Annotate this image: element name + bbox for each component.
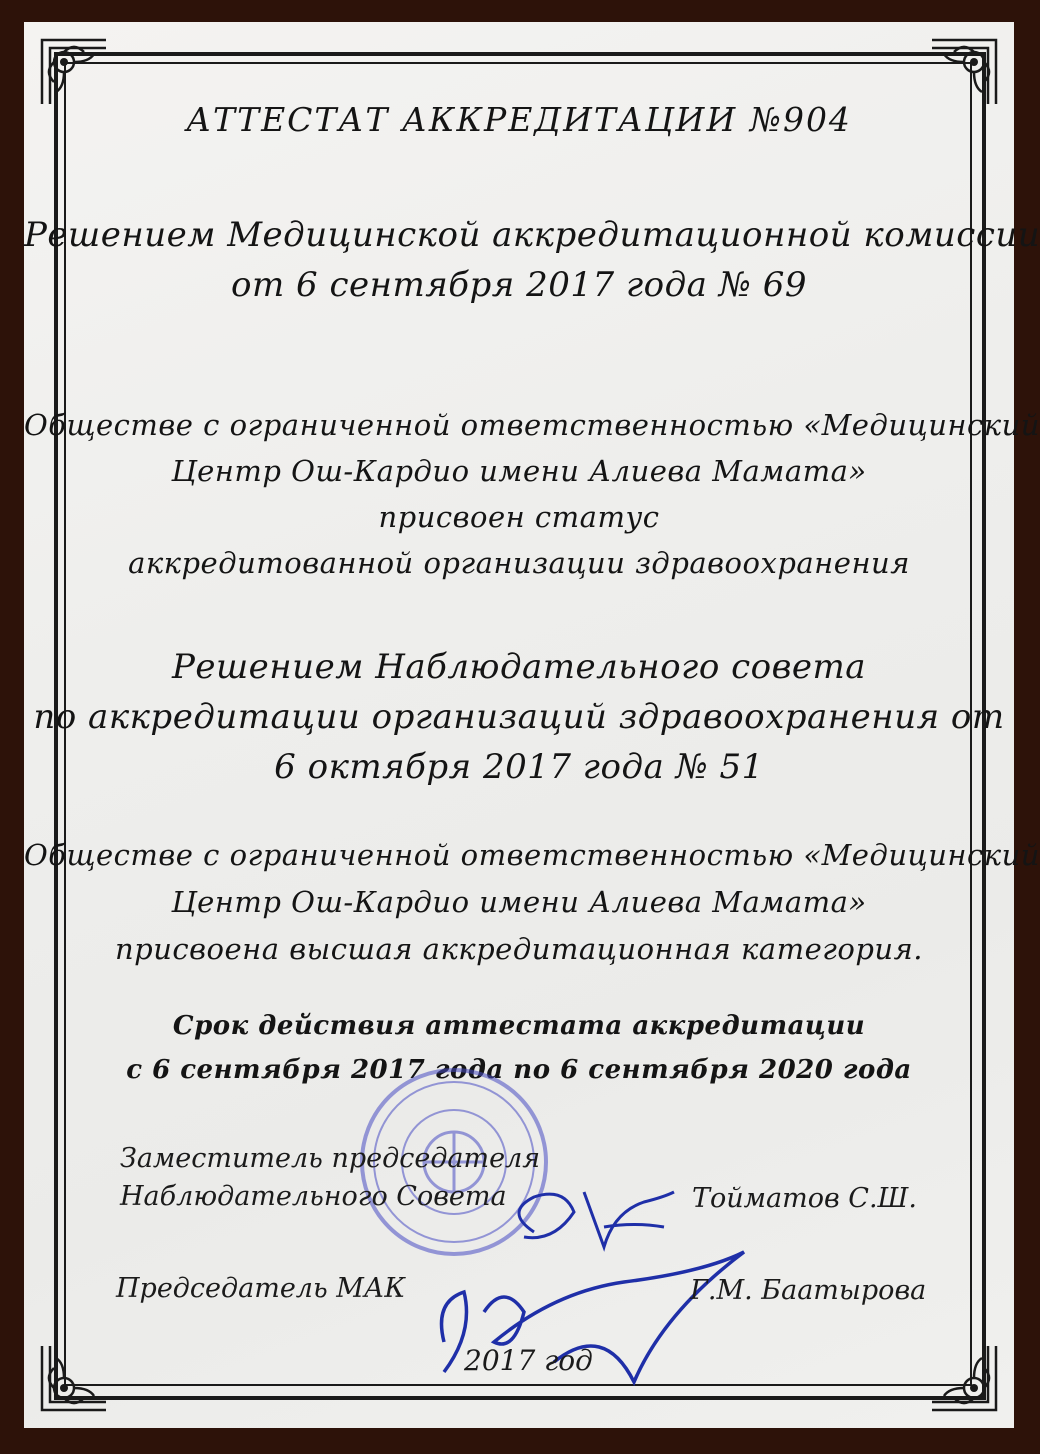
text-line: присвоена высшая аккредитационная категория. [114, 932, 924, 966]
deputy-chair-title [120, 1140, 540, 1216]
status-assignment [24, 402, 1040, 586]
corner-ornament-icon [924, 1338, 1004, 1418]
text-line: Срок действия аттестата аккредитации [172, 1011, 866, 1041]
text-line: Решением Медицинской аккредитационной комиссии [24, 215, 1040, 255]
text-line: Центр Ош-Кардио имени Алиева Мамата» [171, 454, 867, 488]
commission-decision [24, 210, 1040, 310]
text-line: Центр Ош-Кардио имени Алиева Мамата» [171, 885, 867, 919]
council-decision [24, 642, 1014, 792]
category-assignment [24, 832, 1040, 973]
corner-ornament-icon [34, 1338, 114, 1418]
text-line: Обществе с ограниченной ответственностью «Медицинский [24, 408, 1040, 442]
text-line: Решением Наблюдательного совета [171, 647, 867, 687]
text-line: Заместитель председателя [120, 1143, 541, 1174]
text-line: аккредитованной организации здравоохранения [128, 546, 910, 580]
issue-year: 2017 год [464, 1344, 593, 1377]
text-line: 6 октября 2017 года № 51 [274, 747, 764, 787]
text-line: с 6 сентября 2017 года по 6 сентября 2020 года [126, 1055, 912, 1085]
certificate-title: АТТЕСТАТ АККРЕДИТАЦИИ №904 [186, 100, 852, 139]
chair-title: Председатель МАК [116, 1273, 406, 1304]
certificate-paper [24, 22, 1040, 1428]
text-line: присвоен статус [378, 500, 660, 534]
text-line: Обществе с ограниченной ответственностью «Медицинский [24, 838, 1040, 872]
text-line: Наблюдательного Совета [120, 1181, 507, 1212]
text-line: от 6 сентября 2017 года № 69 [231, 265, 807, 305]
chair-name: Г.М. Баатырова [690, 1275, 927, 1306]
text-line: по аккредитации организаций здравоохранения от [33, 697, 1005, 737]
deputy-name: Тоймaтов С.Ш. [692, 1183, 917, 1214]
